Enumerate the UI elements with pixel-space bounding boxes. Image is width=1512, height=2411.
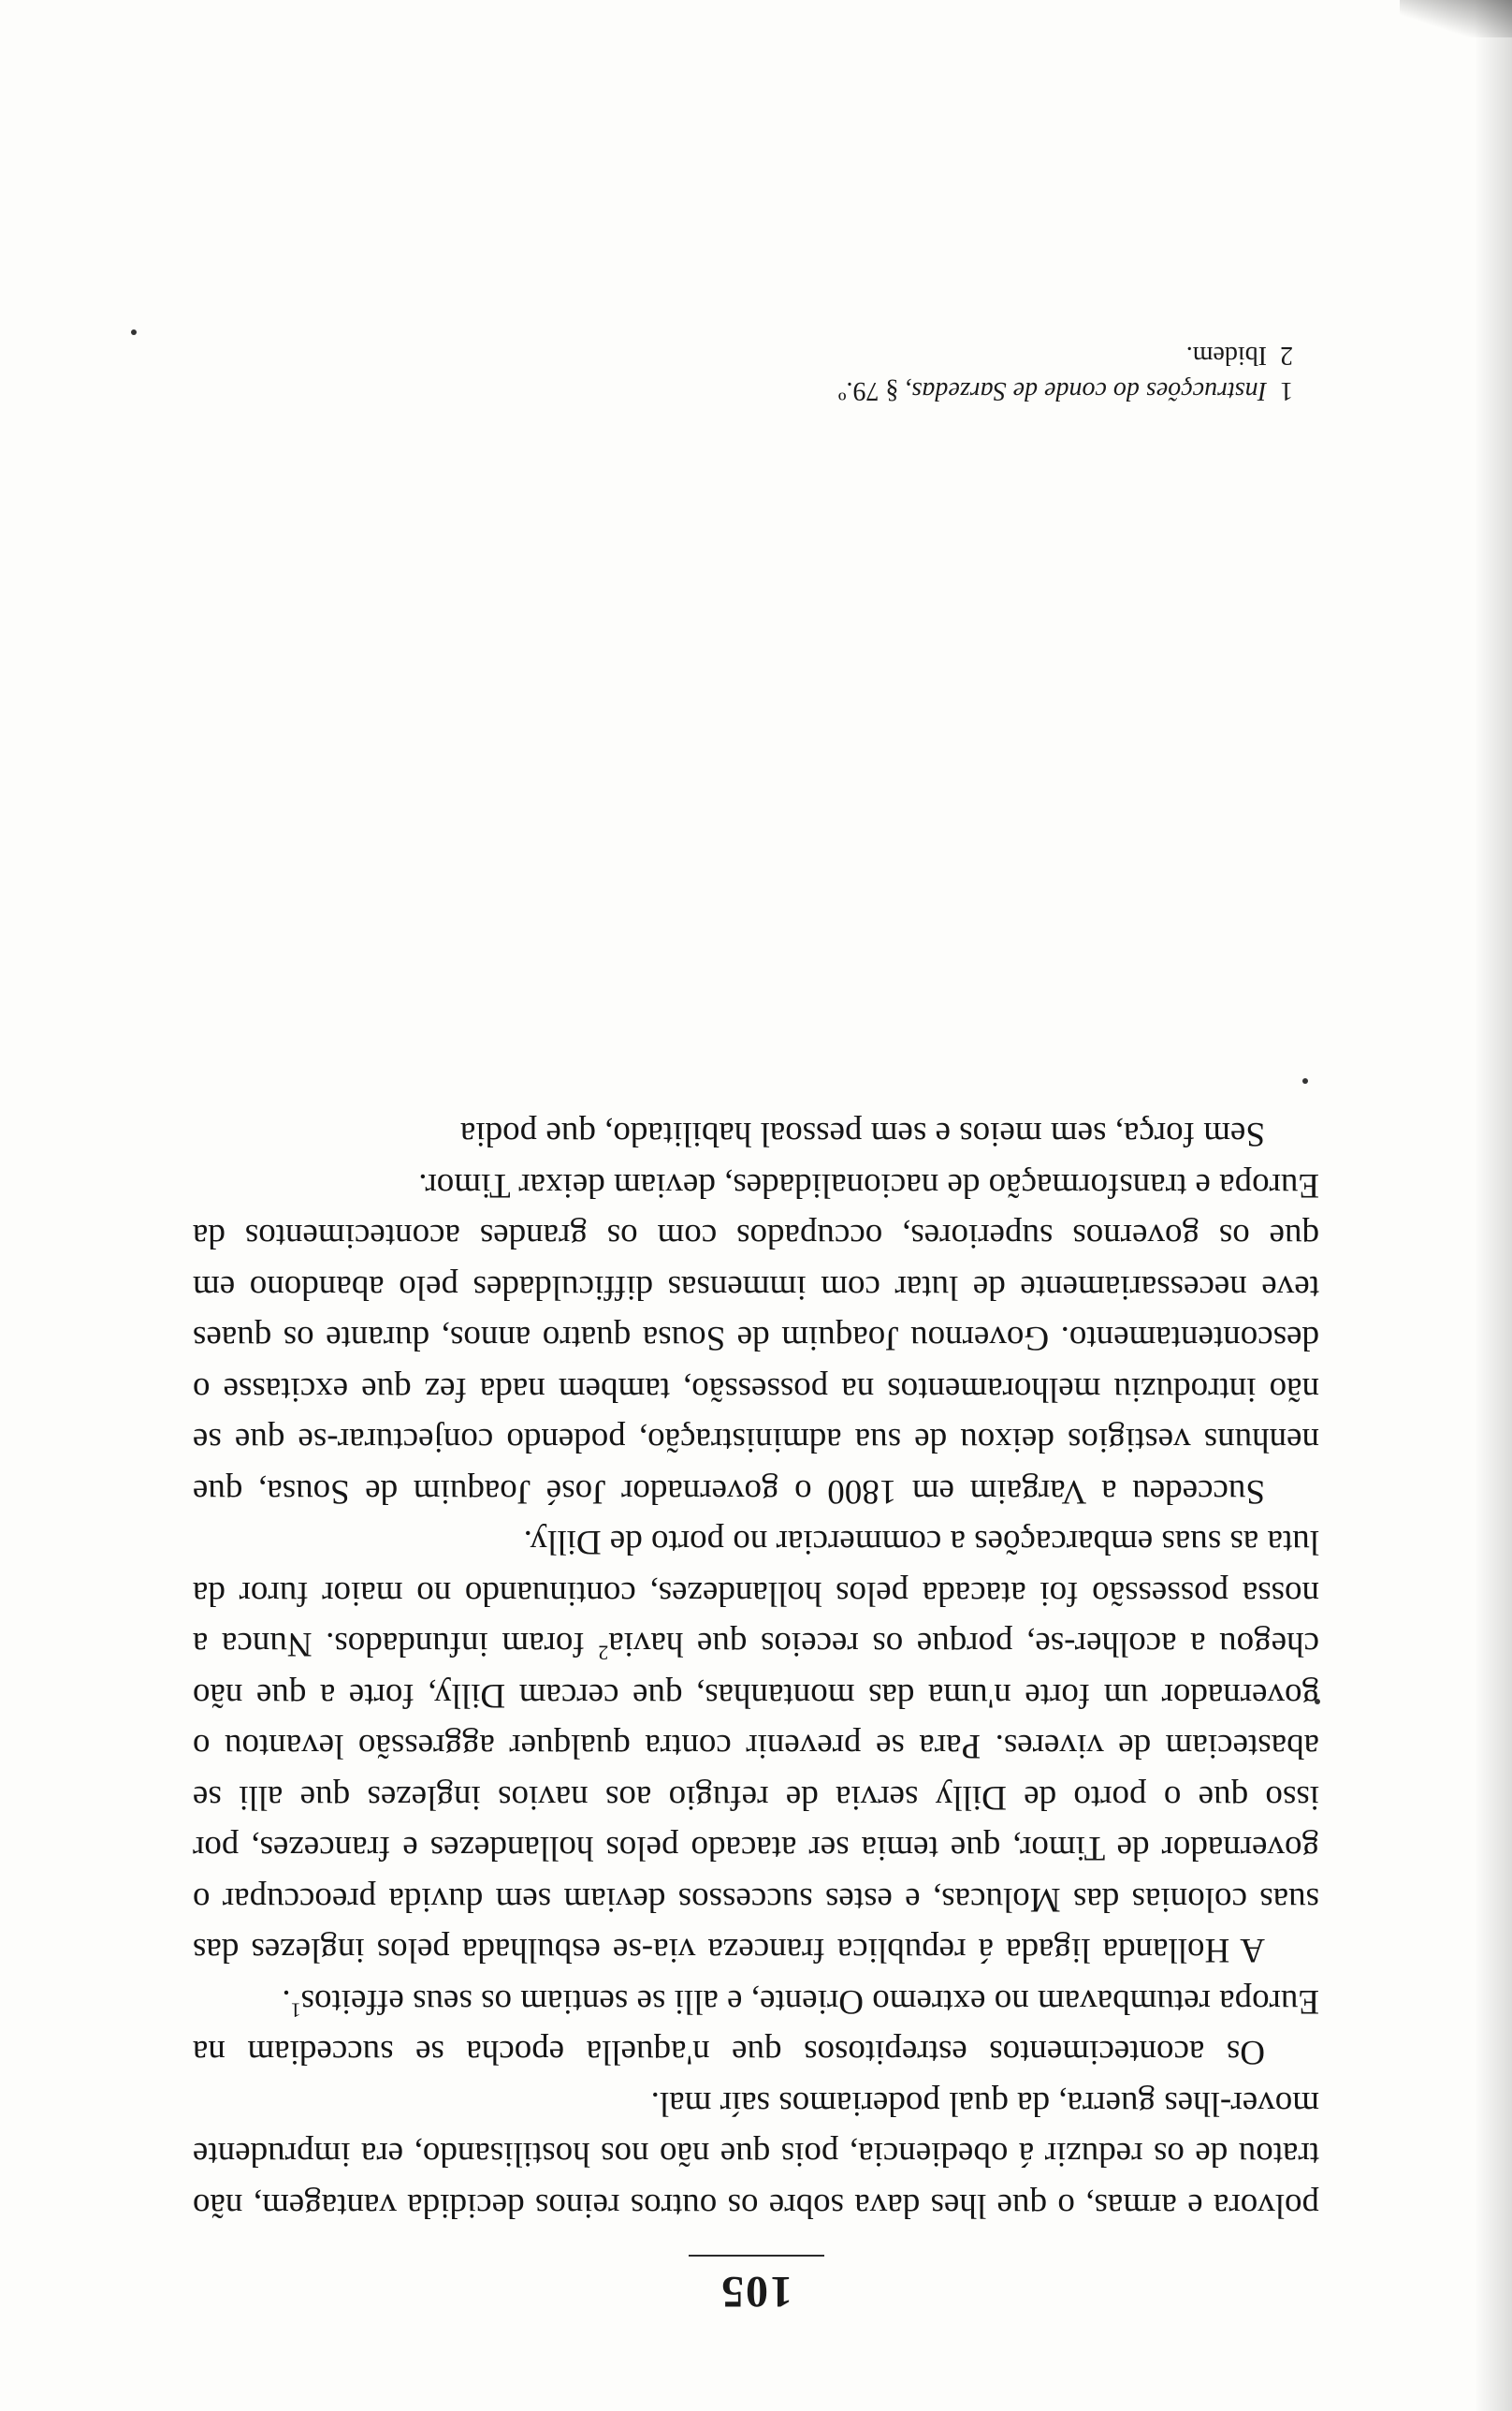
page-number-rule bbox=[689, 2255, 824, 2257]
paragraph bbox=[193, 1108, 1319, 1160]
paragraph bbox=[193, 2078, 1319, 2231]
footnote-text: Ibidem. bbox=[1185, 341, 1267, 370]
footnotes bbox=[193, 337, 1319, 408]
body-text bbox=[193, 1108, 1319, 2230]
paragraph-text: Succedeu a Vargaim em 1800 o governador José Joaquim de Sousa, que nenhuns vestigios deixou de sua administração, podendo conjecturar-se que se não introduziu melhoramentos na possessão, tambem nada fez que excitasse o descontentamento. Governou Joaquim de Sousa quatro annos, durante os quaes teve necessariamente de lutar com immensas difficuldades pelo abandono em que os governos superiores, occupados com os grandes acontecimentos da Europa e transformação de nacionalidades, deviam deixar Timor. bbox=[193, 1166, 1319, 1511]
footnote bbox=[193, 337, 1319, 373]
paragraph-text: polvora e armas, o que lhes dava sobre os outros reinos decidida vantagem, não tratou de os reduzir á obediencia, pois que não nos hostilisando, era imprudente mover-lhes guerra, da qual poderiamos saír mal. bbox=[193, 2084, 1319, 2225]
paragraph-text: Os acontecimentos estrepitosos que n'aquella epocha se succediam na Europa retumbavam no extremo Oriente, e alli se sentiam os seus effeitos bbox=[193, 1982, 1319, 2072]
paragraph bbox=[193, 1160, 1319, 1517]
paragraph-text: A Hollanda ligada á republica franceza via-se esbulhada pelos inglezes das suas colonias das Molucas, e estes successos deviam sem duvida preoccupar o governador de Timor, que temia ser atacado pelos hollandezes e francezes, por isso que o porto de Dilly servia de refugio aos navios inglezes que alli se abasteciam de viveres. Para se prevenir contra qualquer aggressão levantou o governador um forte n'uma das montanhas, que cercam Dilly, forte a que não chegou a acolher-se, porque os receios que havia bbox=[193, 1625, 1319, 1970]
paragraph-text-after-ref: . bbox=[282, 1982, 291, 2021]
footnote-number: 1 bbox=[1280, 376, 1293, 405]
footnote-reference[interactable]: 1 bbox=[290, 1998, 301, 2023]
footnote-source-title: Instrucções do conde de Sarzedas, bbox=[905, 376, 1267, 405]
footnote bbox=[193, 373, 1319, 408]
paragraph-text: Sem força, sem meios e sem pessoal habilitado, que podia bbox=[459, 1115, 1265, 1154]
paragraph bbox=[193, 1976, 1319, 2078]
footnote-number: 2 bbox=[1280, 341, 1293, 370]
paragraph bbox=[193, 1516, 1319, 1976]
paragraph-text-after-ref: foram infundados. Nunca a nossa possessão foi atacada pelos hollandezes, continuando no maior furor da luta as suas embarcações a commerciar no porto de Dilly. bbox=[193, 1523, 1319, 1664]
footnote-text: § 79.º bbox=[837, 376, 906, 405]
footnote-reference[interactable]: 2 bbox=[598, 1641, 609, 1665]
page-number: 105 bbox=[720, 2267, 792, 2316]
